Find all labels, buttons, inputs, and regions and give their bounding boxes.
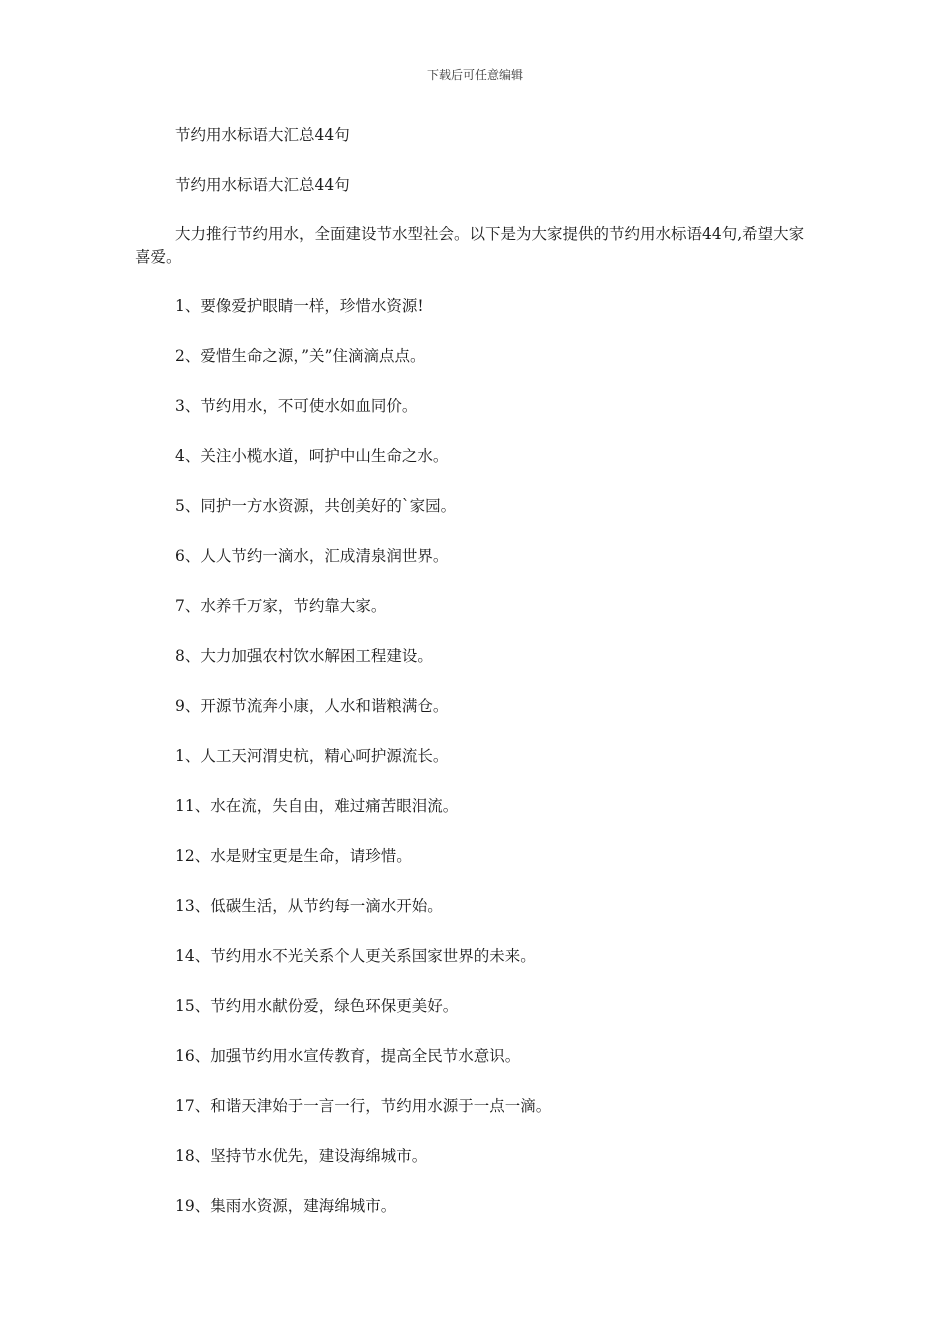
slogan-item-16: 16、加强节约用水宣传教育，提高全民节水意识。 [175, 1047, 521, 1066]
slogan-list [135, 295, 815, 1245]
slogan-item-1: 1、要像爱护眼睛一样，珍惜水资源! [175, 297, 424, 316]
slogan-item-18: 18、坚持节水优先，建设海绵城市。 [175, 1147, 428, 1166]
slogan-item-2: 2、爱惜生命之源，”关”住滴滴点点。 [175, 347, 426, 366]
document-title-2: 节约用水标语大汇总44句 [175, 175, 350, 194]
header-note: 下载后可任意编辑 [426, 68, 523, 82]
intro-paragraph: 大力推行节约用水，全面建设节水型社会。以下是为大家提供的节约用水标语44句,希望大家喜爱。 [135, 225, 805, 266]
slogan-item-13: 13、低碳生活，从节约每一滴水开始。 [175, 897, 443, 916]
slogan-item-3: 3、节约用水，不可使水如血同价。 [175, 397, 418, 416]
slogan-item-19: 19、集雨水资源，建海绵城市。 [175, 1197, 397, 1216]
slogan-item-9: 9、开源节流奔小康，人水和谐粮满仓。 [175, 697, 449, 716]
slogan-item-12: 12、水是财宝更是生命，请珍惜。 [175, 847, 412, 866]
document-body [135, 124, 815, 1245]
slogan-item-4: 4、关注小榄水道，呵护中山生命之水。 [175, 447, 449, 466]
slogan-item-6: 6、人人节约一滴水，汇成清泉润世界。 [175, 547, 449, 566]
slogan-item-15: 15、节约用水献份爱，绿色环保更美好。 [175, 997, 459, 1016]
slogan-item-11: 11、水在流，失自由，难过痛苦眼泪流。 [175, 797, 459, 816]
slogan-item-17: 17、和谐天津始于一言一行，节约用水源于一点一滴。 [175, 1097, 552, 1116]
slogan-item-5: 5、同护一方水资源，共创美好的`家园。 [175, 497, 457, 516]
slogan-item-10: 1、人工天河渭史杭，精心呵护源流长。 [175, 747, 449, 766]
slogan-item-14: 14、节约用水不光关系个人更关系国家世界的未来。 [175, 947, 536, 966]
document-title-1: 节约用水标语大汇总44句 [175, 126, 350, 144]
slogan-item-7: 7、水养千万家，节约靠大家。 [175, 597, 387, 616]
slogan-item-8: 8、大力加强农村饮水解困工程建设。 [175, 647, 433, 666]
